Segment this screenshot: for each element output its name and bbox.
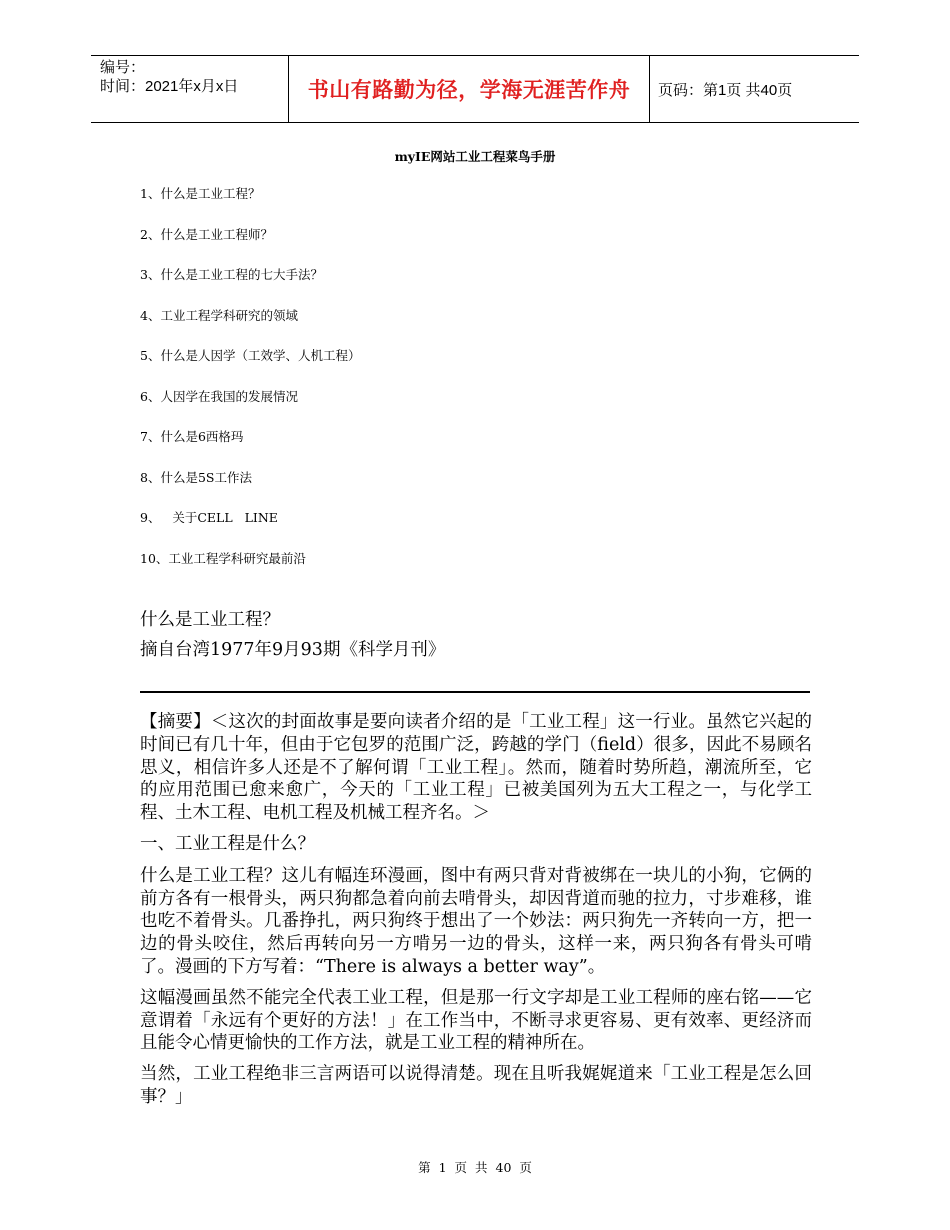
toc-item: 5、什么是人因学（工效学、人机工程） [140, 348, 361, 363]
header-divider [649, 56, 650, 122]
page-footer [0, 1158, 950, 1176]
subsection-heading: 一、工业工程是什么？ [140, 833, 315, 854]
footer-page-label: 第 [418, 1160, 431, 1175]
footer-total-unit: 页 [519, 1160, 532, 1175]
document-number-label: 编号： [100, 59, 146, 76]
document-title: myIE网站工业工程菜鸟手册 [394, 149, 556, 164]
body-paragraph: 什么是工业工程？这儿有幅连环漫画，图中有两只背对背被绑在一块儿的小狗，它俩的前方各有一根骨头，两只狗都急着向前去啃骨头，却因背道而驰的拉力，寸步难移，谁也吃不着骨头。几番挣扎，两只狗终于想出了一个妙法：两只狗先一齐转向一方，把一边的骨头咬住，然后再转向另一方啃另一边的骨头，这样一来，两只狗各有骨头可啃了。漫画的下方写着：“There is always a better way”。 [140, 865, 812, 977]
footer-total-label: 共 [475, 1160, 488, 1175]
abstract-paragraph: 【摘要】＜这次的封面故事是要向读者介绍的是「工业工程」这一行业。虽然它兴起的时间已有几十年，但由于它包罗的范围广泛，跨越的学门（field）很多，因此不易顾名思义，相信许多人还是不了解何谓「工业工程」。然而，随着时势所趋，潮流所至，它的应用范围已愈来愈广，今天的「工业工程」已被美国列为五大工程之一，与化学工程、土木工程、电机工程及机械工程齐名。＞ [140, 712, 812, 824]
body-paragraph: 这幅漫画虽然不能完全代表工业工程，但是那一行文字却是工业工程师的座右铭——它意谓着「永远有个更好的方法！」在工作当中，不断寻求更容易、更有效率、更经济而且能令心情更愉快的工作方法，就是工业工程的精神所在。 [140, 987, 812, 1054]
toc-item: 8、什么是5S工作法 [140, 469, 252, 485]
toc-item: 9、 关于CELL LINE [140, 510, 278, 525]
header-page-info: 页码：第1页 共40页 [658, 81, 793, 99]
toc-item: 4、工业工程学科研究的领域 [140, 307, 298, 323]
toc-item: 6、人因学在我国的发展情况 [140, 388, 298, 404]
table-of-contents [140, 182, 360, 587]
toc-item: 2、什么是工业工程师？ [140, 226, 273, 242]
body-paragraph: 当然，工业工程绝非三言两语可以说得清楚。现在且听我娓娓道来「工业工程是怎么回事？」 [140, 1064, 812, 1107]
page-header [91, 55, 859, 123]
document-time: 时间：2021年x月x日 [100, 78, 239, 95]
section-source: 摘自台湾1977年9月93期《科学月刊》 [140, 640, 446, 660]
toc-item: 7、什么是6西格玛 [140, 429, 244, 444]
toc-item: 3、什么是工业工程的七大手法？ [140, 267, 323, 282]
horizontal-rule [140, 691, 810, 693]
footer-total-pages: 40 [495, 1160, 512, 1175]
article-body [140, 711, 812, 1117]
footer-page-unit: 页 [454, 1160, 468, 1175]
footer-page-number: 1 [438, 1160, 447, 1175]
toc-item: 10、工业工程学科研究最前沿 [140, 550, 306, 566]
header-motto: 书山有路勤为径，学海无涯苦作舟 [307, 79, 631, 102]
section-title: 什么是工业工程？ [140, 610, 280, 630]
header-meta [100, 58, 238, 96]
toc-item: 1、什么是工业工程？ [140, 186, 261, 201]
